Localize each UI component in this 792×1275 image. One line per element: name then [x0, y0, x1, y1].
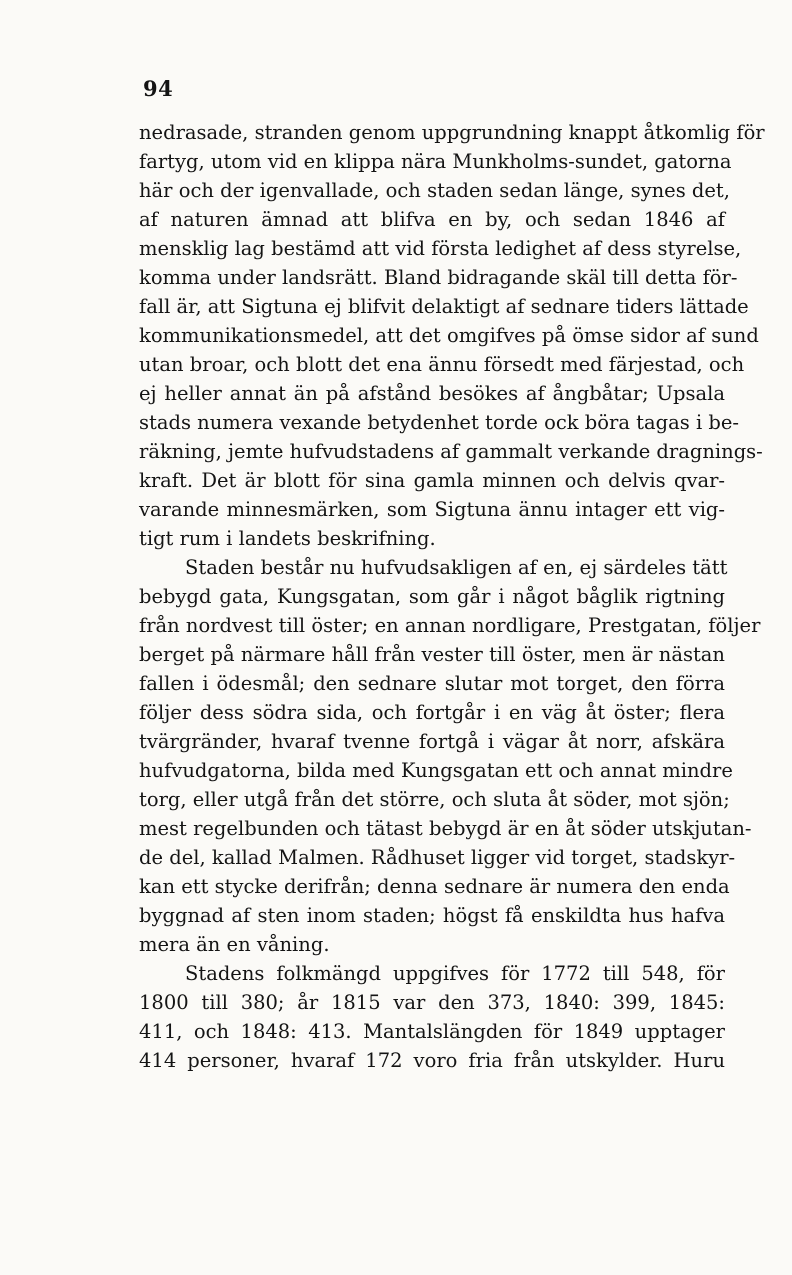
text-line: ej heller annat än på afstånd besökes af ångbåtar; Upsala	[139, 382, 725, 405]
text-line: utan broar, och blott det ena ännu försedt med färjestad, och	[139, 353, 745, 376]
text-line: följer dess södra sida, och fortgår i en väg åt öster; flera	[139, 701, 725, 724]
text-line: Staden består nu hufvudsakligen af en, ej särdeles tätt	[185, 556, 728, 579]
text-line: byggnad af sten inom staden; högst få enskildta hus hafva	[139, 904, 725, 927]
text-line: kraft. Det är blott för sina gamla minnen och delvis qvar-	[139, 469, 725, 492]
text-line: kommunikationsmedel, att det omgifves på ömse sidor af sund	[139, 324, 759, 347]
text-line: räkning, jemte hufvudstadens af gammalt verkande dragnings-	[139, 440, 763, 463]
text-line: torg, eller utgå från det större, och sluta åt söder, mot sjön;	[139, 788, 730, 811]
text-line: mera än en våning.	[139, 933, 330, 956]
paragraph	[139, 959, 725, 1075]
text-line: stads numera vexande betydenhet torde ock böra tagas i be-	[139, 411, 739, 434]
text-line: 414 personer, hvaraf 172 voro fria från utskylder. Huru	[139, 1049, 725, 1072]
text-line: 411, och 1848: 413. Mantalslängden för 1849 upptager	[139, 1020, 725, 1043]
text-line: fartyg, utom vid en klippa nära Munkholms-sundet, gatorna	[139, 150, 732, 173]
text-line: bebygd gata, Kungsgatan, som går i något båglik rigtning	[139, 585, 725, 608]
text-line: tigt rum i landets beskrifning.	[139, 527, 436, 550]
text-line: mensklig lag bestämd att vid första ledighet af dess styrelse,	[139, 237, 742, 260]
text-line: varande minnesmärken, som Sigtuna ännu intager ett vig-	[139, 498, 725, 521]
text-line: komma under landsrätt. Bland bidragande skäl till detta för-	[139, 266, 738, 289]
text-line: från nordvest till öster; en annan nordligare, Prestgatan, följer	[139, 614, 761, 637]
text-body	[139, 118, 765, 1075]
text-line: 1800 till 380; år 1815 var den 373, 1840: 399, 1845:	[139, 991, 725, 1014]
paragraph	[139, 118, 765, 553]
text-line: kan ett stycke derifrån; denna sednare är numera den enda	[139, 875, 730, 898]
page-number: 94	[143, 76, 174, 101]
text-line: tvärgränder, hvaraf tvenne fortgå i vägar åt norr, afskära	[139, 730, 725, 753]
text-line: här och der igenvallade, och staden sedan länge, synes det,	[139, 179, 730, 202]
text-line: hufvudgatorna, bilda med Kungsgatan ett och annat mindre	[139, 759, 733, 782]
text-line: nedrasade, stranden genom uppgrundning knappt åtkomlig för	[139, 121, 765, 144]
text-line: fall är, att Sigtuna ej blifvit delaktigt af sednare tiders lättade	[139, 295, 749, 318]
paragraph	[139, 553, 761, 959]
text-line: de del, kallad Malmen. Rådhuset ligger vid torget, stadskyr-	[139, 846, 736, 869]
text-line: berget på närmare håll från vester till öster, men är nästan	[139, 643, 725, 666]
text-line: mest regelbunden och tätast bebygd är en åt söder utskjutan-	[139, 817, 752, 840]
text-line: Stadens folkmängd uppgifves för 1772 till 548, för	[185, 962, 725, 985]
text-line: fallen i ödesmål; den sednare slutar mot torget, den förra	[139, 672, 725, 695]
text-line: af naturen ämnad att blifva en by, och sedan 1846 af	[139, 208, 725, 231]
